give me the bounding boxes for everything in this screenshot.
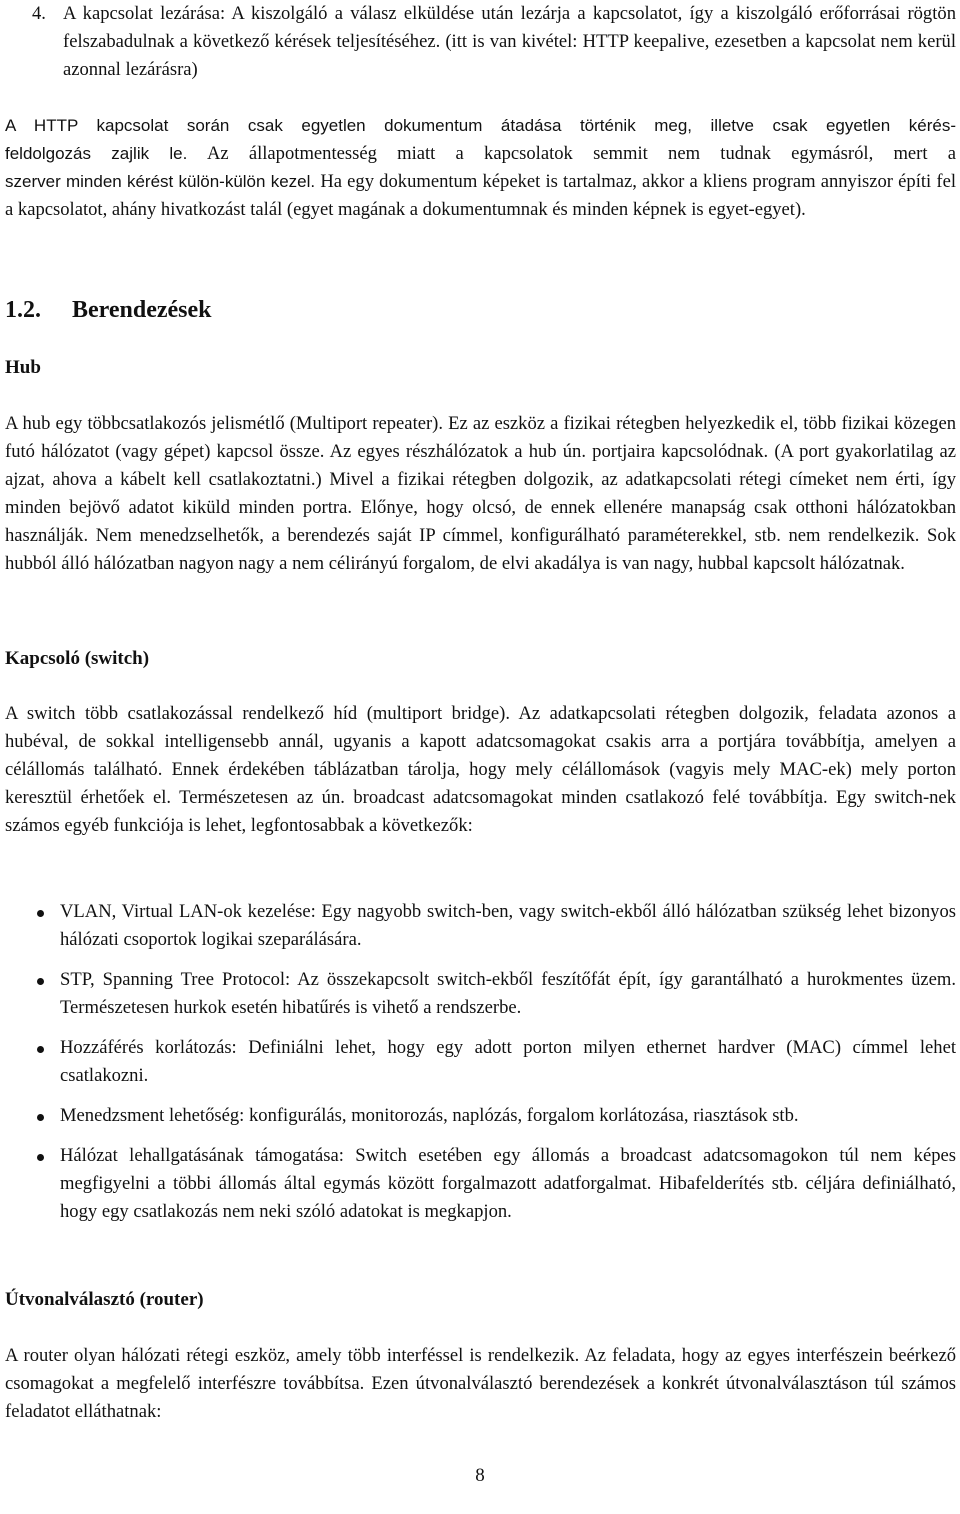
list-item xyxy=(5,1102,956,1130)
list-item-text: Hozzáférés korlátozás: Definiálni lehet, hogy egy adott porton milyen ethernet hardver (MAC) címmel lehet csatlakozni. xyxy=(60,1037,956,1086)
hub-paragraph: A hub egy többcsatlakozós jelismétlő (Multiport repeater). Ez az eszköz a fizikai rétegben helyezkedik el, több fizikai közegen futó hálózatot (vagy gépet) kapcsol össze. Az egyes részhálózatok a hub ún. portjaira kapcsolódnak. (A port gyakorlatilag az ajzat, ahova a kábelt kell csatlakoztatni.) Mivel a fizikai rétegben dolgozik, az adatkapcsolati rétegi címeket nem érti, így minden bejövő adatot kiküld minden portra. Előnye, hogy olcsó, de ennek ellenére manapság csak otthoni hálózatokban használják. Nem menedzselhetők, a berendezés saját IP címmel, konfigurálható paraméterekkel, stb. nem rendelkezik. Sok hubból álló hálózatban nagyon nagy a nem célirányú forgalom, de elvi akadálya is van nagy, hubbal kapcsolt hálózatnak. xyxy=(5,413,956,574)
http-line-3-sans: szerver minden kérést külön-külön kezel. xyxy=(5,172,316,191)
item-number: 4. xyxy=(32,3,46,24)
switch-heading: Kapcsoló (switch) xyxy=(5,648,150,669)
bullet-icon xyxy=(37,1114,44,1121)
numbered-item-4 xyxy=(32,0,956,84)
list-item xyxy=(5,1142,956,1226)
router-paragraph: A router olyan hálózati rétegi eszköz, amely több interféssel is rendelkezik. Az feladata, hogy az egyes interfészein beérkező csomagokat a megfelelő interfészre továbbítsa. Ezen útvonalválasztó berendezések a konkrét útvonalválasztáson túl számos feladatot elláthatnak: xyxy=(5,1345,956,1422)
section-title: Berendezések xyxy=(72,297,212,323)
http-rest-serif: Ha egy dokumentum képeket is tartalmaz, akkor a kliens program annyiszor építi fel a kapcsolatot, ahány hivatkozást talál (egyet magának a dokumentumnak és minden képnek is egyet-egyet). xyxy=(5,171,956,220)
switch-feature-list xyxy=(5,898,956,1226)
http-line-2-serif: Az állapotmentesség miatt a kapcsolatok semmit nem tudnak egymásról, mert a xyxy=(206,143,956,164)
page-number: 8 xyxy=(475,1465,485,1486)
list-item xyxy=(5,898,956,954)
http-line-3-and-rest xyxy=(5,168,956,224)
item-text: A kapcsolat lezárása: A kiszolgáló a válasz elküldése után lezárja a kapcsolatot, így a kiszolgáló erőforrásai rögtön felszabadulnak a következő kérések teljesítéséhez. (itt is van kivétel: HTTP keepalive, ezesetben a kapcsolat nem kerül azonnal lezárásra) xyxy=(63,3,956,80)
http-line-2 xyxy=(5,140,956,168)
list-item-text: Menedzsment lehetőség: konfigurálás, monitorozás, naplózás, forgalom korlátozása, riasztások stb. xyxy=(60,1105,799,1126)
list-item xyxy=(5,966,956,1022)
bullet-icon xyxy=(37,910,44,917)
section-heading xyxy=(5,293,212,327)
router-heading: Útvonalválasztó (router) xyxy=(5,1289,204,1310)
bullet-icon xyxy=(37,1154,44,1161)
http-line-1: A HTTP kapcsolat során csak egyetlen dokumentum átadása történik meg, illetve csak egyetlen kérés- xyxy=(5,116,956,135)
bullet-icon xyxy=(37,1046,44,1053)
http-line-2-sans: feldolgozás zajlik le. xyxy=(5,144,188,163)
list-item-text: STP, Spanning Tree Protocol: Az összekapcsolt switch-ekből feszítőfát épít, így garantálható a hurokmentes üzem. Természetesen hurkok esetén hibatűrés is vihető a rendszerbe. xyxy=(60,969,956,1018)
section-number: 1.2. xyxy=(5,297,41,323)
list-item-text: VLAN, Virtual LAN-ok kezelése: Egy nagyobb switch-ben, vagy switch-ekből álló hálózatban szükség lehet bizonyos hálózati csoportok logikai szeparálására. xyxy=(60,901,956,950)
list-item xyxy=(5,1034,956,1090)
bullet-icon xyxy=(37,978,44,985)
http-paragraph xyxy=(5,112,956,224)
list-item-text: Hálózat lehallgatásának támogatása: Switch esetében egy állomás a broadcast adatcsomagokon túl nem képes megfigyelni a többi állomás által egymás között forgalmazott adatforgalmat. Hibafelderítés stb. céljára definiálható, hogy egy csatlakozás nem neki szóló adatokat is megkapjon. xyxy=(60,1145,956,1222)
hub-heading: Hub xyxy=(5,357,41,378)
switch-paragraph: A switch több csatlakozással rendelkező híd (multiport bridge). Az adatkapcsolati rétegben dolgozik, feladata azonos a hubéval, de sokkal intelligensebb annál, ugyanis a kapott adatcsomagokat csakis arra a portjára továbbítja, amelyen a célállomás található. Ennek érdekében táblázatban tárolja, hogy mely célállomások (vagyis mely MAC-ek) mely porton keresztül érhetőek el. Természetesen az ún. broadcast adatcsomagokat minden csatlakozó felé továbbítja. Egy switch-nek számos egyéb funkciója is lehet, legfontosabbak a következők: xyxy=(5,703,956,836)
